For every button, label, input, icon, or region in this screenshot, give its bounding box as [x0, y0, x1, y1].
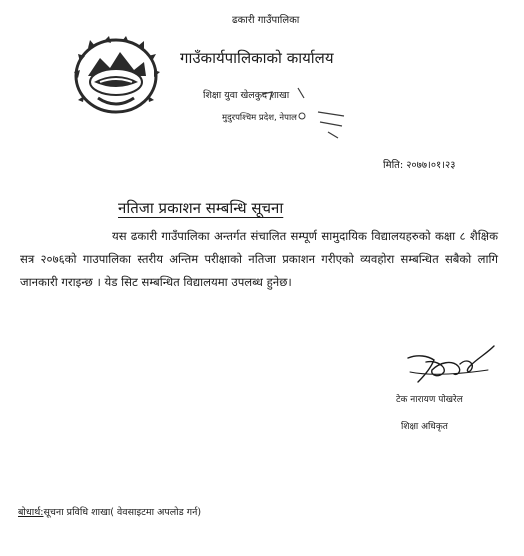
date-line	[383, 157, 455, 171]
notice-body-text: यस ढकारी गाउँपालिका अन्तर्गत संचालित सम्पूर्ण सामुदायिक विद्यालयहरुको कक्षा ८ शैक्षिक सत्र २०७६को गाउपालिका स्तरीय अन्तिम परीक्षाको नतिजा प्रकाशन गरीएको व्यवहोरा सम्बन्धित सबैको लागि जानकारी गराइन्छ । येड सिट सम्बन्धित विद्यालयमा उपलब्ध हुनेछ।	[20, 229, 498, 289]
office-title: गाउँकार्यपालिकाको कार्यालय	[180, 49, 334, 67]
municipality-emblem-logo	[70, 36, 162, 116]
cc-label: बोधार्थ:	[18, 507, 44, 518]
date-label: मिति:	[383, 160, 404, 171]
signatory-title: शिक्षा अधिकृत	[401, 422, 448, 432]
signatory-name: टेक नारायण पोखरेल	[396, 395, 463, 405]
notice-title: नतिजा प्रकाशन सम्बन्धि सूचना	[118, 199, 284, 217]
cc-line	[18, 505, 201, 518]
section-name: शिक्षा युवा खेलकुद शाखा	[203, 90, 290, 101]
signature-mark	[400, 342, 500, 390]
cc-text: सूचना प्रविधि शाखा( वेवसाइटमा अपलोड गर्न)	[43, 507, 202, 518]
municipality-name: ढकारी गाउँपालिका	[232, 15, 300, 26]
date-value: २०७७।०१।२३	[406, 160, 456, 171]
notice-body	[20, 225, 498, 294]
office-stamp-mark	[258, 86, 350, 146]
office-address: मुदुरपश्चिम प्रदेश, नेपाल	[222, 113, 297, 123]
